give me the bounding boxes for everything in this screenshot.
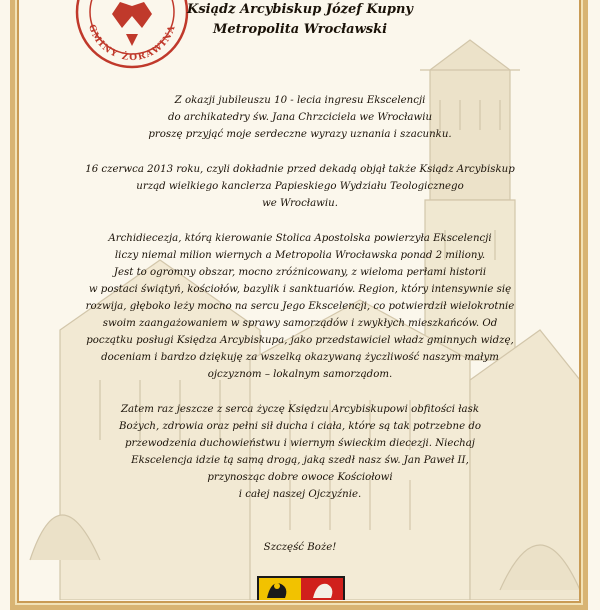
text-line: liczy niemal milion wiernych a Metropolia Wrocławska ponad 2 miliony. [114,250,486,261]
text-line: przynosząc dobre owoce Kościołowi [207,472,393,483]
text-line: proszę przyjąć moje serdeczne wyrazy uznania i szacunku. [148,129,452,140]
text-line: Jest to ogromny obszar, mocno zróżnicowany, z wieloma perłami historii [113,267,487,278]
text-line: i całej naszej Ojczyźnie. [238,489,362,500]
text-line: Bożych, zdrowia oraz pełni sił ducha i ciała, które są tak potrzebne do [118,421,481,432]
recipient-header [176,0,424,40]
closing-greeting: Szczęść Boże! [263,542,337,553]
letter-body [82,92,518,521]
paragraph-2 [82,161,518,212]
text-line: rozwija, głęboko leży mocno na sercu Jego Ekscelencji, co potwierdził wielokrotnie [85,301,515,312]
text-line: Zatem raz jeszcze z serca życzę Księdzu Arcybiskupowi obfitości łask [120,404,480,415]
text-line: we Wrocławiu. [262,198,338,209]
seal-text: GMINY ŻORAWINA [85,23,178,64]
text-line: swoim zaangażowaniem w sprawy samorządów i zwykłych mieszkańców. Od [102,318,498,329]
text-line: Archidiecezja, którą kierowanie Stolica Apostolska powierzyła Ekscelencji [108,233,492,244]
text-line: ojczyznom – lokalnym samorządom. [207,369,393,380]
text-line: urząd wielkiego kanclerza Papieskiego Wydziału Teologicznego [136,181,464,192]
gmina-seal-icon [74,0,190,70]
text-line: doceniam i bardzo dziękuję za wszelką okazywaną życzliwość naszym małym [101,352,499,363]
text-line: przewodzenia duchowieństwu i wiernym świeckim diecezji. Niechaj [125,438,475,449]
text-line: do archikatedry św. Jana Chrzciciela we Wrocławiu [167,112,433,123]
text-line: początku posługi Księdza Arcybiskupa, jako przedstawiciel władz gminnych widzę, [86,335,514,346]
paragraph-3 [82,230,518,383]
text-line: 16 czerwca 2013 roku, czyli dokładnie przed dekadą objął także Ksiądz Arcybiskup [85,164,515,175]
text-line: Ekscelencja idzie tą samą drogą, jaką szedł nasz św. Jan Paweł II, [131,455,469,466]
coat-of-arms-icon [257,576,345,600]
recipient-name: Ksiądz Arcybiskup Józef Kupny [187,2,413,17]
paragraph-1 [82,92,518,143]
text-line: w postaci świątyń, kościołów, bazylik i sanktuariów. Region, który intensywnie się [88,284,512,295]
recipient-title: Metropolita Wrocławski [212,22,388,37]
text-line: Z okazji jubileuszu 10 - lecia ingresu Ekscelencji [174,95,426,106]
paragraph-4 [82,401,518,503]
